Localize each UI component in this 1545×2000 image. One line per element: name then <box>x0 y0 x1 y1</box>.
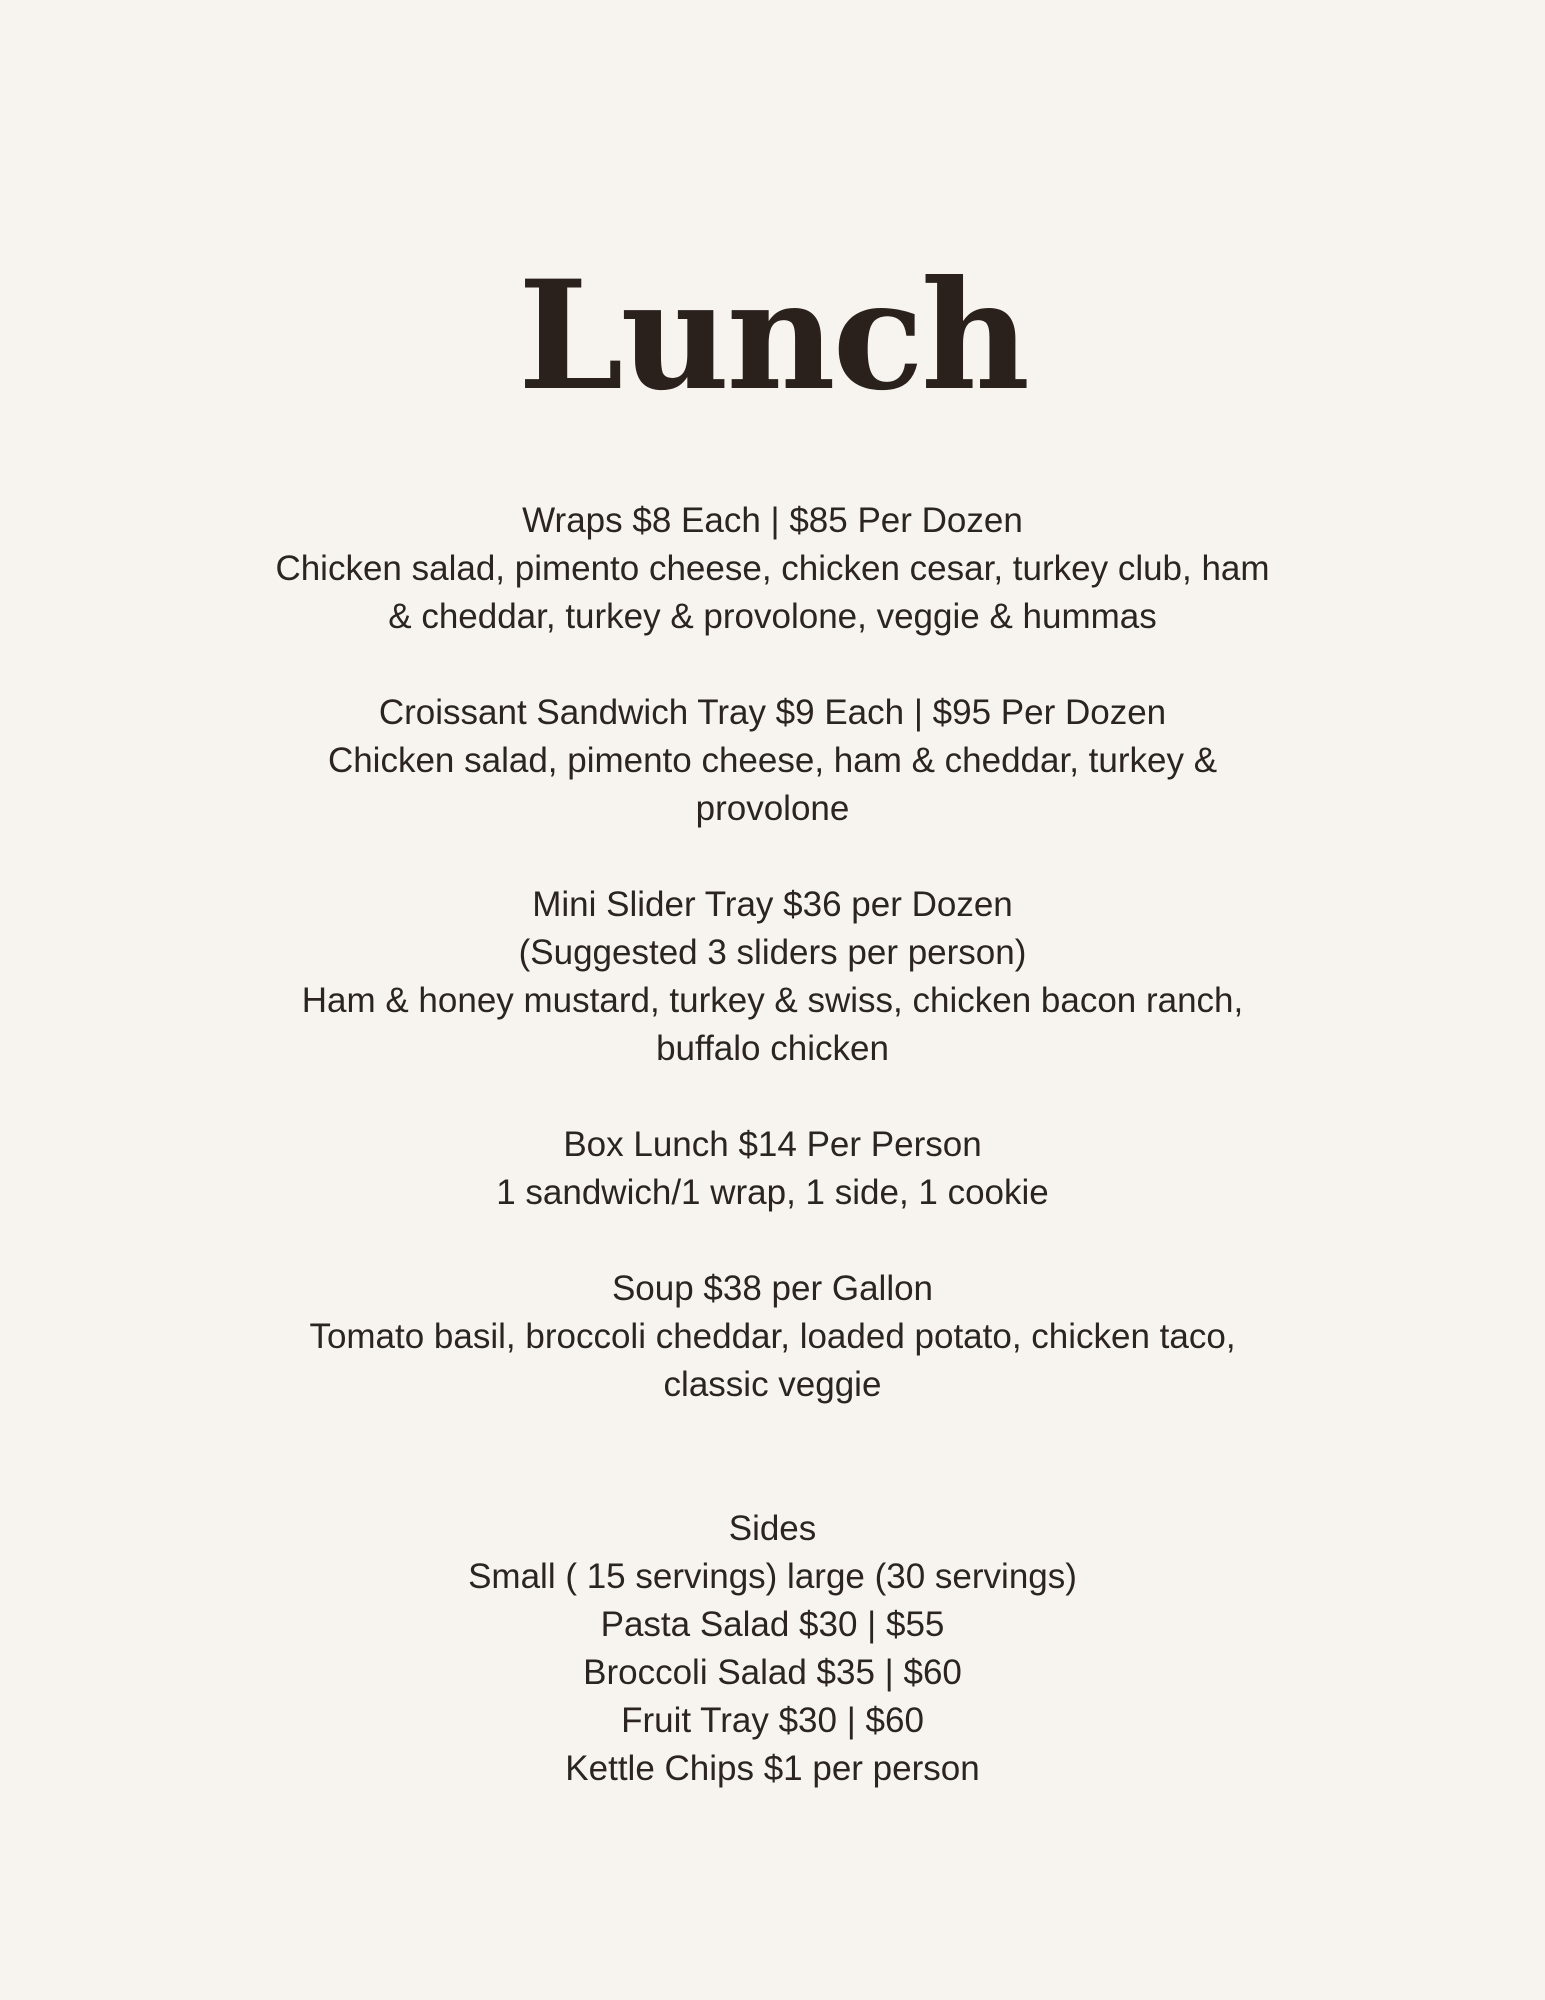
section-description: Chicken salad, pimento cheese, chicken cesar, turkey club, ham <box>275 549 1270 588</box>
section-heading: Croissant Sandwich Tray $9 Each | $95 Per Dozen <box>378 693 1167 732</box>
page-title: Lunch <box>518 247 1027 424</box>
section-note: (Suggested 3 sliders per person) <box>518 933 1027 972</box>
section-heading: Mini Slider Tray $36 per Dozen <box>532 885 1013 924</box>
section-description: Chicken salad, pimento cheese, ham & cheddar, turkey & <box>327 741 1218 780</box>
menu-section-sides <box>0 1505 1545 1793</box>
menu-section-croissant <box>0 689 1545 833</box>
section-description: classic veggie <box>663 1365 882 1404</box>
side-item: Fruit Tray $30 | $60 <box>621 1701 924 1740</box>
section-description: 1 sandwich/1 wrap, 1 side, 1 cookie <box>496 1173 1049 1212</box>
side-item: Broccoli Salad $35 | $60 <box>583 1653 962 1692</box>
section-heading: Wraps $8 Each | $85 Per Dozen <box>522 501 1023 540</box>
menu-section-sliders <box>0 881 1545 1073</box>
section-description: & cheddar, turkey & provolone, veggie & hummas <box>388 597 1157 636</box>
menu-section-wraps <box>0 497 1545 641</box>
menu-section-soup <box>0 1265 1545 1409</box>
section-heading: Box Lunch $14 Per Person <box>563 1125 982 1164</box>
menu-body <box>0 497 1545 1793</box>
section-heading: Sides <box>728 1509 817 1548</box>
side-item: Pasta Salad $30 | $55 <box>600 1605 945 1644</box>
menu-section-box-lunch <box>0 1121 1545 1217</box>
section-description: Tomato basil, broccoli cheddar, loaded potato, chicken taco, <box>309 1317 1236 1356</box>
side-item: Kettle Chips $1 per person <box>565 1749 980 1788</box>
section-description: Ham & honey mustard, turkey & swiss, chicken bacon ranch, <box>301 981 1244 1020</box>
section-description: buffalo chicken <box>656 1029 889 1068</box>
sides-size-note: Small ( 15 servings) large (30 servings) <box>468 1557 1077 1596</box>
section-description: provolone <box>695 789 850 828</box>
section-heading: Soup $38 per Gallon <box>611 1269 934 1308</box>
